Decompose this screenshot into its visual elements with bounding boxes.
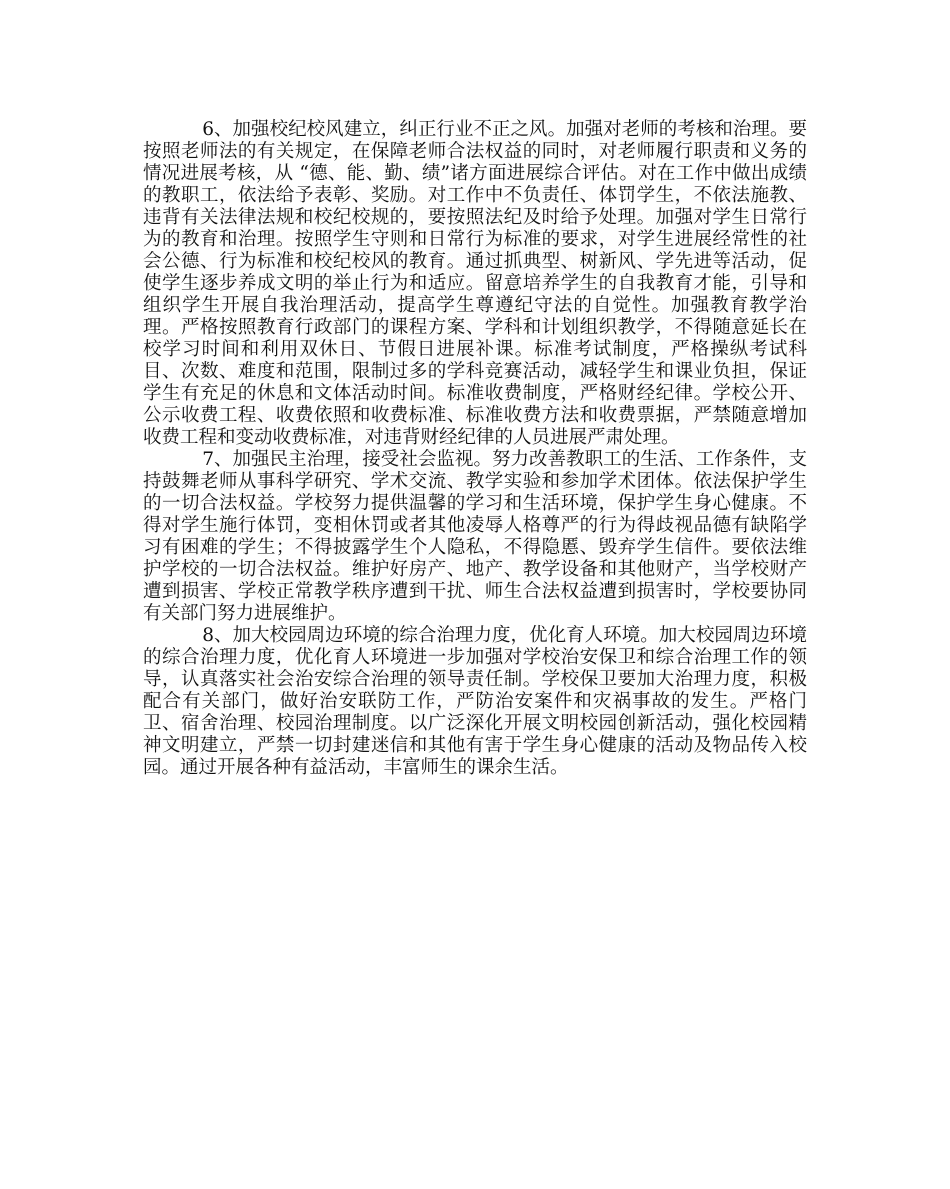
paragraph-7-democratic-management: 7、加强民主治理，接受社会监视。努力改善教职工的生活、工作条件，支持鼓舞老师从事科学研究、学术交流、教学实验和参加学术团体。依法保护学生的一切合法权益。学校努力提供温馨的学习和生活环境，保护学生身心健康。不得对学生施行体罚，变相休罚或者其他凌辱人格尊严的行为得歧视品德有缺陷学习有困难的学生；不得披露学生个人隐私，不得隐慝、毁弃学生信件。要依法维护学校的一切合法权益。维护好房产、地产、教学设备和其他财产，当学校财产遭到损害、学校正常教学秩序遭到干扰、师生合法权益遭到损害时，学校要协同有关部门努力进展维护。 xyxy=(143,449,807,624)
paragraph-6-school-discipline: 6、加强校纪校风建立，纠正行业不正之风。加强对老师的考核和治理。要按照老师法的有关规定，在保障老师合法权益的同时，对老师履行职责和义务的情况进展考核，从 “德、能、勤、绩”诸方面进展综合评估。对在工作中做出成绩的教职工，依法给予表彰、奖励。对工作中不负责任、体罚学生，不依法施教、违背有关法律法规和校纪校规的，要按照法纪及时给予处理。加强对学生日常行为的教育和治理。按照学生守则和日常行为标准的要求，对学生进展经常性的社会公德、行为标准和校纪校风的教育。通过抓典型、树新风、学先进等活动，促使学生逐步养成文明的举止行为和适应。留意培养学生的自我教育才能，引导和组织学生开展自我治理活动，提高学生尊遵纪守法的自觉性。加强教育教学治理。严格按照教育行政部门的课程方案、学科和计划组织教学，不得随意延长在校学习时间和利用双休日、节假日进展补课。标准考试制度，严格操纵考试科目、次数、难度和范围，限制过多的学科竞赛活动，减轻学生和课业负担，保证学生有充足的休息和文体活动时间。标准收费制度，严格财经纪律。学校公开、公示收费工程、收费依照和收费标准、标准收费方法和收费票据，严禁随意增加收费工程和变动收费标准，对违背财经纪律的人员进展严肃处理。 xyxy=(143,119,807,448)
document-page xyxy=(143,119,807,779)
paragraph-8-campus-environment: 8、加大校园周边环境的综合治理力度，优化育人环境。加大校园周边环境的综合治理力度，优化育人环境进一步加强对学校治安保卫和综合治理工作的领导，认真落实社会治安综合治理的领导责任制。学校保卫要加大治理力度，积极配合有关部门，做好治安联防工作，严防治安案件和灾祸事故的发生。严格门卫、宿舍治理、校园治理制度。以广泛深化开展文明校园创新活动，强化校园精神文明建立，严禁一切封建迷信和其他有害于学生身心健康的活动及物品传入校园。通过开展各种有益活动，丰富师生的课余生活。 xyxy=(143,625,807,778)
